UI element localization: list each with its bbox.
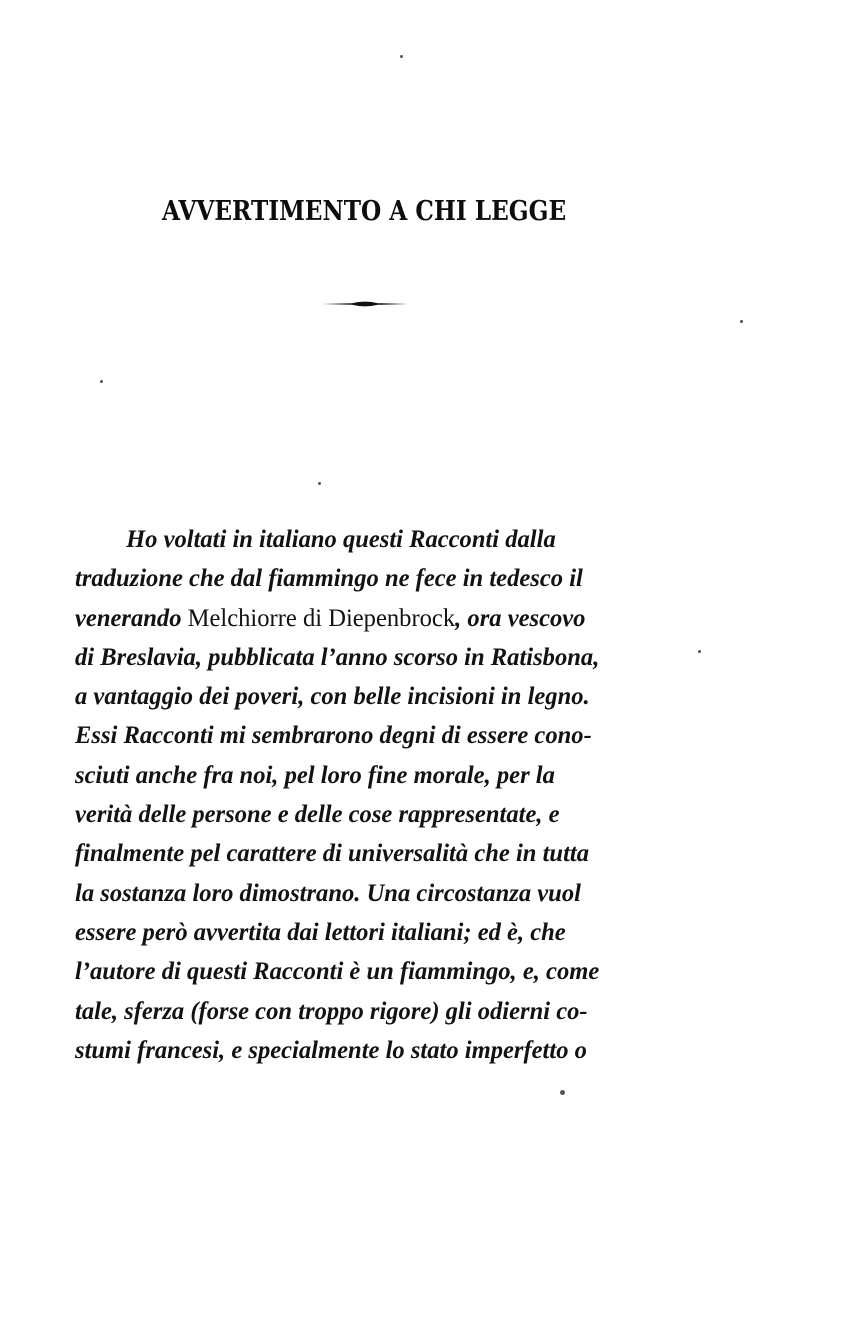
text-span: l’autore di questi Racconti è un fiammingo, e, come [75,958,600,986]
text-span: verità delle persone e delle cose rappresentate, e [75,801,560,829]
text-line [75,520,664,559]
text-span: sciuti anche fra noi, pel loro fine morale, per la [75,761,555,789]
paper-speck [318,482,321,485]
paper-speck [100,380,103,383]
text-span: di Breslavia, pubblicata l’anno scorso in Ratisbona, [75,643,600,671]
text-span: finalmente pel carattere di universalità che in tutta [75,840,590,868]
body-paragraph [75,520,675,1070]
text-line [75,677,665,716]
paper-speck [740,320,743,323]
text-span: traduzione che dal fiammingo ne fece in tedesco il [75,565,583,593]
text-line [75,559,665,598]
text-line [75,874,665,913]
text-line [75,992,665,1031]
text-line [75,913,665,952]
paper-speck [560,1090,565,1095]
text-line [75,638,665,677]
text-span: venerando [75,604,188,632]
text-line [75,795,665,834]
text-span: la sostanza loro dimostrano. Una circostanza vuol [75,879,581,907]
paper-speck [698,650,701,653]
paper-speck [400,55,403,58]
text-line [75,952,665,991]
text-span: essere però avvertita dai lettori italiani; ed è, che [75,918,566,946]
text-span: tale, sferza (forse con troppo rigore) gli odierni co- [75,997,588,1025]
text-line [75,756,665,795]
ornamental-rule [322,298,408,310]
text-line [75,716,665,755]
text-line [75,834,665,873]
text-span: Essi Racconti mi sembrarono degni di essere cono- [75,722,592,750]
text-span: Melchiorre di Diepenbrock [187,604,456,632]
text-span: , ora vescovo [455,604,586,632]
text-span: Ho voltati in italiano questi Racconti dalla [126,526,556,553]
page-title: AVVERTIMENTO A CHI LEGGE [162,196,567,227]
text-span: a vantaggio dei poveri, con belle incisioni in legno. [75,683,590,711]
text-line [75,1031,665,1070]
text-line [75,599,665,638]
text-span: stumi francesi, e specialmente lo stato imperfetto o [75,1036,587,1064]
